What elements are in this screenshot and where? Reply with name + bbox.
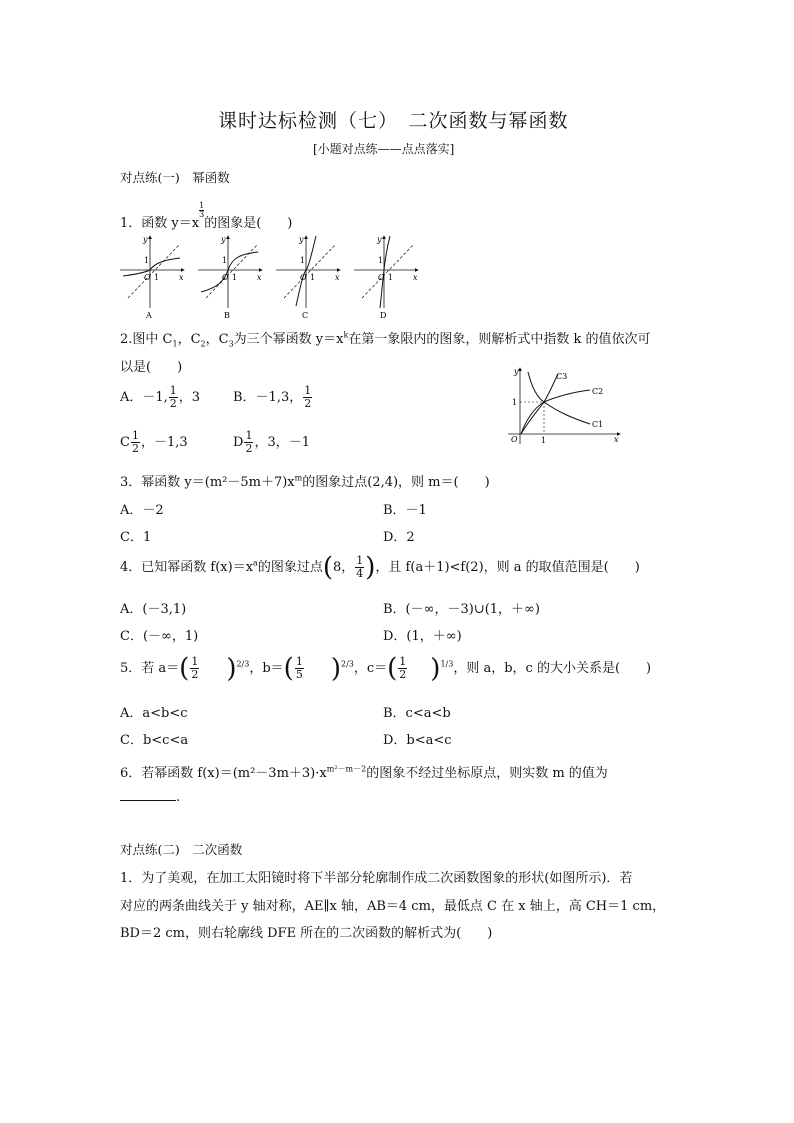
question-6: 6．若幂函数 $f(x)=(m^2-3m+3)\cdot x^{m^2-m-2}$的图象不经过坐标原点，则实数 m 的值为: [120, 764, 608, 781]
svg-text:1: 1: [388, 273, 394, 282]
svg-text:O: O: [144, 273, 151, 282]
q2-option-c[interactable]: C $\frac{1}{2}$ ，－1,3: [120, 429, 188, 455]
curve-c2: [521, 390, 590, 434]
svg-text:x: x: [179, 273, 184, 282]
q1-graph-d[interactable]: [354, 235, 418, 320]
svg-text:x: x: [257, 273, 262, 282]
q5-option-a[interactable]: A．a<b<c: [120, 706, 188, 721]
q1-label-d: D: [380, 311, 387, 320]
svg-text:O: O: [511, 435, 518, 444]
q5-option-c[interactable]: C．b<c<a: [120, 733, 189, 748]
svg-text:y: y: [143, 235, 148, 244]
svg-text:O: O: [378, 273, 385, 282]
q2-option-b[interactable]: B．－1,3， $\frac{1}{2}$: [233, 384, 312, 410]
page-title: 课时达标检测（七） 二次函数与幂函数: [218, 110, 569, 132]
q1-label-c: C: [302, 311, 309, 320]
label-c3: C3: [556, 372, 568, 381]
q1-graph-options: [118, 230, 428, 322]
p1-line1: 1．为了美观，在加工太阳镜时将下半部分轮廓制作成二次函数图象的形状(如图所示)．若: [120, 871, 633, 886]
question-3: 3．幂函数 $y=(m^2-5m+7)x^m$的图象过点(2,4)，则 m＝( ): [120, 473, 490, 490]
page-subtitle: [小题对点练——点点落实]: [313, 142, 455, 156]
q1-label-a: A: [146, 311, 152, 320]
svg-text:1: 1: [222, 256, 228, 265]
section-heading-quadratic-functions: 对点练(二) 二次函数: [120, 842, 243, 857]
svg-text:1: 1: [154, 273, 160, 282]
q6-answer-blank[interactable]: .: [120, 790, 180, 805]
q3-option-a[interactable]: A．－2: [120, 503, 164, 518]
svg-text:x: x: [413, 273, 418, 282]
curve-c3: [521, 374, 558, 434]
question-2-line2: 以是( ): [120, 360, 183, 375]
q1-text-b: 的图象是( ): [204, 216, 293, 231]
p1-line3: BD＝2 cm，则右轮廓线 DFE 所在的二次函数的解析式为( ): [120, 926, 493, 941]
q3-option-c[interactable]: C．1: [120, 530, 152, 545]
q1-exponent: $\frac{1}{3}$: [199, 201, 205, 219]
svg-text:1: 1: [378, 256, 384, 265]
svg-text:y: y: [221, 235, 226, 244]
q1-graph-b[interactable]: [198, 235, 262, 320]
q5-option-d[interactable]: D．b<a<c: [383, 733, 452, 748]
q4-option-d[interactable]: D．(1，＋∞): [383, 629, 462, 644]
label-c1: C1: [592, 420, 604, 429]
p1-line2: 对应的两条曲线关于 y 轴对称，AE∥x 轴，AB＝4 cm，最低点 C 在 x 轴上，高 CH＝1 cm，: [120, 899, 666, 914]
q2-option-a[interactable]: A．－1, $\frac{1}{2}$ ，3: [120, 384, 201, 410]
q1-graph-c[interactable]: [276, 235, 340, 320]
q4-option-a[interactable]: A．(－3,1): [120, 602, 187, 617]
q2-graph: [498, 362, 628, 448]
section-heading-power-functions: 对点练(一) 幂函数: [120, 170, 230, 185]
svg-text:x: x: [614, 435, 619, 444]
q4-option-c[interactable]: C．(－∞，1): [120, 629, 199, 644]
question-4: 4．已知幂函数 $f(x)=x^a$的图象过点(8， $\frac{1}{4}$ )，且 f(a＋1)<f(2)，则 a 的取值范围是( ): [120, 552, 640, 583]
svg-text:1: 1: [310, 273, 316, 282]
question-2-line1: 2.图中 $C_1$，$C_2$，$C_3$为三个幂函数 $y=x^k$在第一象限内的图象，则解析式中指数 k 的值依次可: [120, 330, 651, 349]
svg-text:1: 1: [512, 398, 518, 407]
question-5: 5．若 a＝( $\frac{1}{2}$ )$^{2/3}$，b＝( $\frac{1}{5}$ )$^{2/3}$，c＝( $\frac{1}{2}$ )$^{1/3}$，则 a，b，c 的大小关系是( ): [120, 653, 652, 684]
svg-text:y: y: [299, 235, 304, 244]
svg-text:y: y: [514, 367, 519, 376]
q2-option-d[interactable]: D $\frac{1}{2}$ ，3，－1: [233, 429, 310, 455]
svg-text:1: 1: [144, 256, 150, 265]
q1-label-b: B: [224, 311, 230, 320]
q3-option-b[interactable]: B．－1: [383, 503, 427, 518]
q4-option-b[interactable]: B．(－∞，－3)∪(1，＋∞): [383, 602, 540, 617]
svg-text:1: 1: [300, 256, 306, 265]
svg-text:O: O: [222, 273, 229, 282]
svg-text:y: y: [377, 235, 382, 244]
q1-graph-a[interactable]: [120, 235, 184, 320]
svg-text:1: 1: [232, 273, 238, 282]
q1-text-a: 1．函数 y＝x: [120, 216, 200, 231]
svg-text:1: 1: [541, 436, 547, 445]
svg-text:x: x: [335, 273, 340, 282]
svg-text:O: O: [300, 273, 307, 282]
q3-option-d[interactable]: D．2: [383, 530, 415, 545]
q5-option-b[interactable]: B．c<a<b: [383, 706, 451, 721]
label-c2: C2: [592, 387, 604, 396]
question-1: [120, 202, 292, 231]
